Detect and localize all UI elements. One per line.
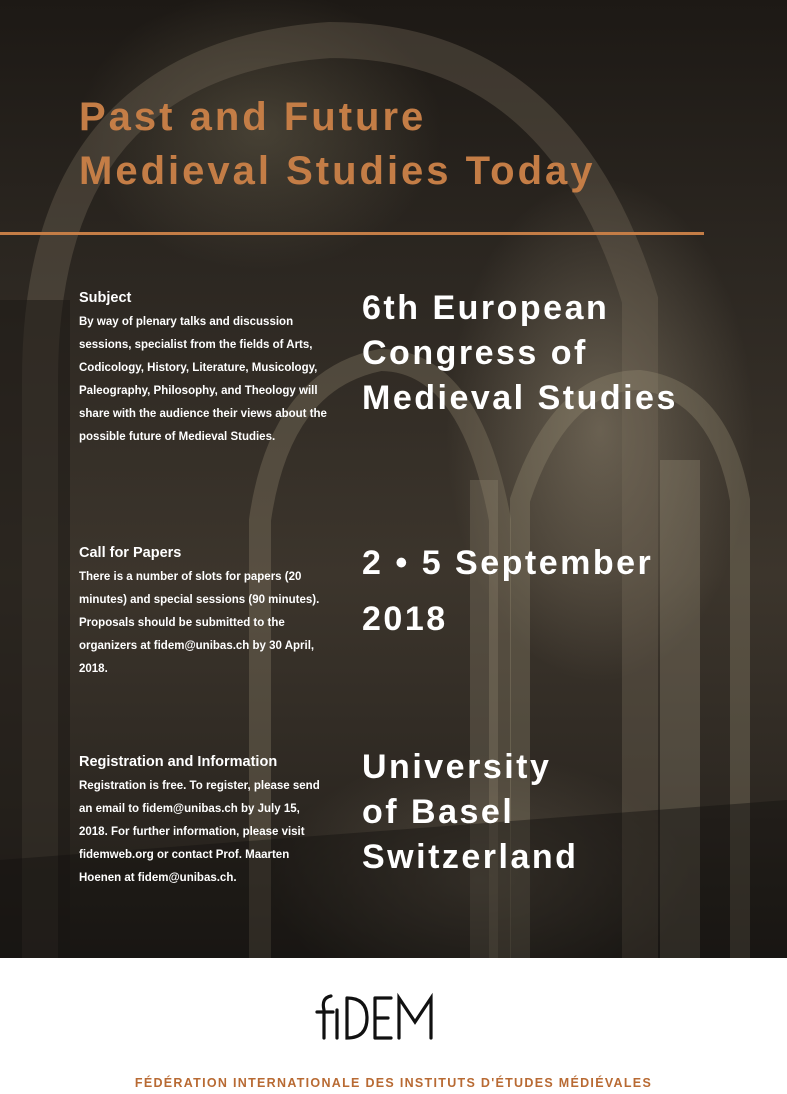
congress-dates — [362, 535, 653, 647]
subject-section — [79, 289, 329, 449]
subject-heading: Subject — [79, 290, 132, 306]
congress-name-line-1: 6th European — [362, 289, 610, 327]
subject-text: By way of plenary talks and discussion sessions, specialist from the fields of Arts, Codicology, History, Literature, Musicology, Paleography, Philosophy, and Theology will share with the audience their views about the possible future of Medieval Studies. — [79, 316, 327, 443]
call-for-papers-section — [79, 544, 329, 681]
call-for-papers-heading: Call for Papers — [79, 545, 182, 561]
venue-line-1: University — [362, 748, 552, 786]
venue-line-2: of Basel — [362, 793, 515, 831]
poster-title — [79, 90, 596, 198]
registration-text: Registration is free. To register, please send an email to fidem@unibas.ch by July 15, 2018. For further information, please visit fidemweb.org or contact Prof. Maarten Hoenen at fidem@unibas.ch. — [79, 780, 320, 884]
dates-line-2: 2018 — [362, 600, 448, 638]
congress-venue — [362, 745, 578, 880]
federation-name: FÉDÉRATION INTERNATIONALE DES INSTITUTS D'ÉTUDES MÉDIÉVALES — [134, 1076, 653, 1090]
congress-name-line-3: Medieval Studies — [362, 379, 678, 417]
fidem-logo — [315, 988, 465, 1048]
congress-name — [362, 286, 678, 421]
title-line-2: Medieval Studies Today — [79, 149, 596, 193]
venue-line-3: Switzerland — [362, 838, 579, 876]
title-line-1: Past and Future — [79, 95, 427, 139]
registration-section — [79, 753, 329, 890]
registration-heading: Registration and Information — [79, 754, 278, 770]
congress-name-line-2: Congress of — [362, 334, 588, 372]
footer — [0, 958, 787, 1094]
title-divider — [0, 232, 704, 235]
call-for-papers-text: There is a number of slots for papers (20 minutes) and special sessions (90 minutes). Proposals should be submitted to the organizers at fidem@unibas.ch by 30 April, 2018. — [79, 571, 320, 675]
dates-line-1: 2 • 5 September — [362, 544, 654, 582]
